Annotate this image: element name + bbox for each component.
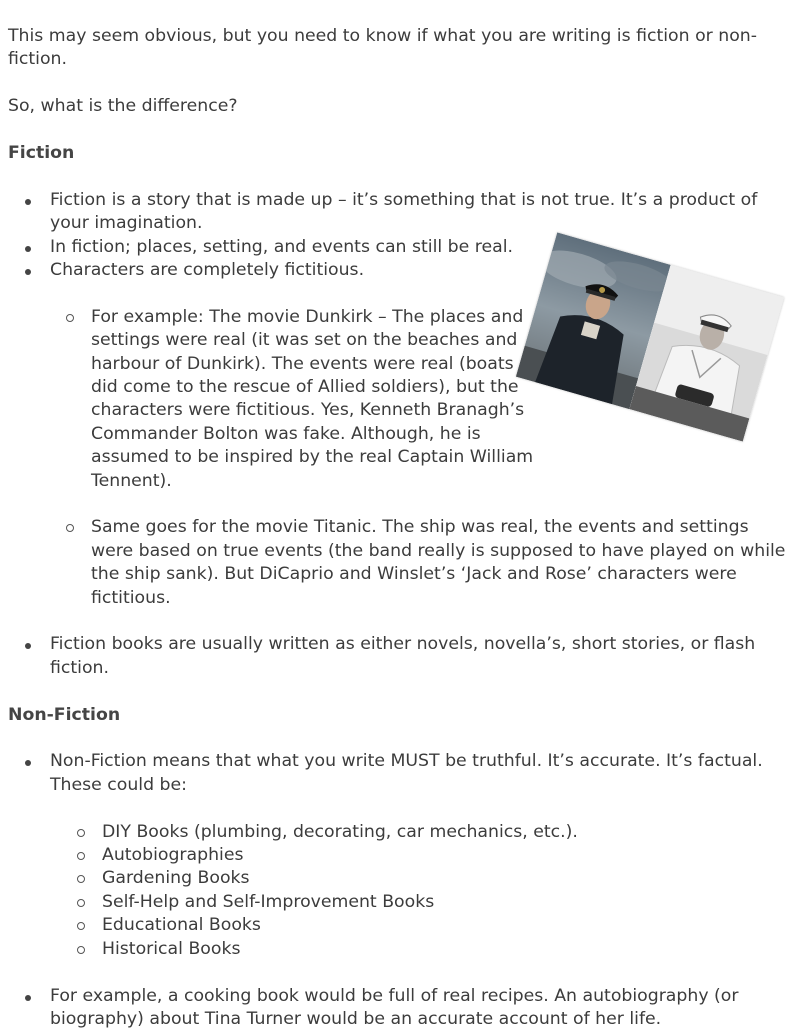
list-item: DIY Books (plumbing, decorating, car mechanics, etc.). bbox=[8, 821, 788, 844]
dunkirk-example: For example: The movie Dunkirk – The places and settings were real (it was set on the beaches and harbour of Dunkirk). The events were real (boats did come to the rescue of Allied soldiers), but the characters were fictitious. Yes, Kenneth Branagh’s Commander Bolton was fake. Although, he is assumed to be inspired by the real Captain William Tennent). bbox=[8, 306, 536, 493]
intro-paragraph: This may seem obvious, but you need to know if what you are writing is fiction or non-fiction. bbox=[8, 25, 788, 72]
list-item: Characters are completely fictitious. bbox=[8, 259, 788, 282]
question-paragraph: So, what is the difference? bbox=[8, 95, 788, 118]
list-item: Self-Help and Self-Improvement Books bbox=[8, 891, 788, 914]
nonfiction-list-2 bbox=[8, 985, 788, 1031]
nonfiction-list bbox=[8, 750, 788, 797]
article-body bbox=[8, 25, 788, 1031]
nonfiction-types-list bbox=[8, 821, 788, 961]
titanic-example: Same goes for the movie Titanic. The ship was real, the events and settings were based on true events (the band really is supposed to have played on while the ship sank). But DiCaprio and Winslet’s ‘Jack and Rose’ characters were fictitious. bbox=[8, 516, 788, 610]
list-item: Non-Fiction means that what you write MUST be truthful. It’s accurate. It’s factual. These could be: bbox=[8, 750, 788, 797]
list-item: Gardening Books bbox=[8, 867, 788, 890]
list-item: Fiction books are usually written as either novels, novella’s, short stories, or flash fiction. bbox=[8, 633, 788, 680]
nonfiction-heading: Non-Fiction bbox=[8, 704, 788, 727]
list-item: Fiction is a story that is made up – it’s something that is not true. It’s a product of your imagination. bbox=[8, 189, 788, 236]
list-item: Autobiographies bbox=[8, 844, 788, 867]
fiction-examples-list-2 bbox=[8, 516, 788, 610]
fiction-list-2 bbox=[8, 633, 788, 680]
list-item: Historical Books bbox=[8, 938, 788, 961]
fiction-heading: Fiction bbox=[8, 142, 788, 165]
list-item: For example, a cooking book would be full of real recipes. An autobiography (or biography) about Tina Turner would be an accurate account of her life. bbox=[8, 985, 788, 1031]
list-item: Educational Books bbox=[8, 914, 788, 937]
list-item: In fiction; places, setting, and events can still be real. bbox=[8, 236, 788, 259]
